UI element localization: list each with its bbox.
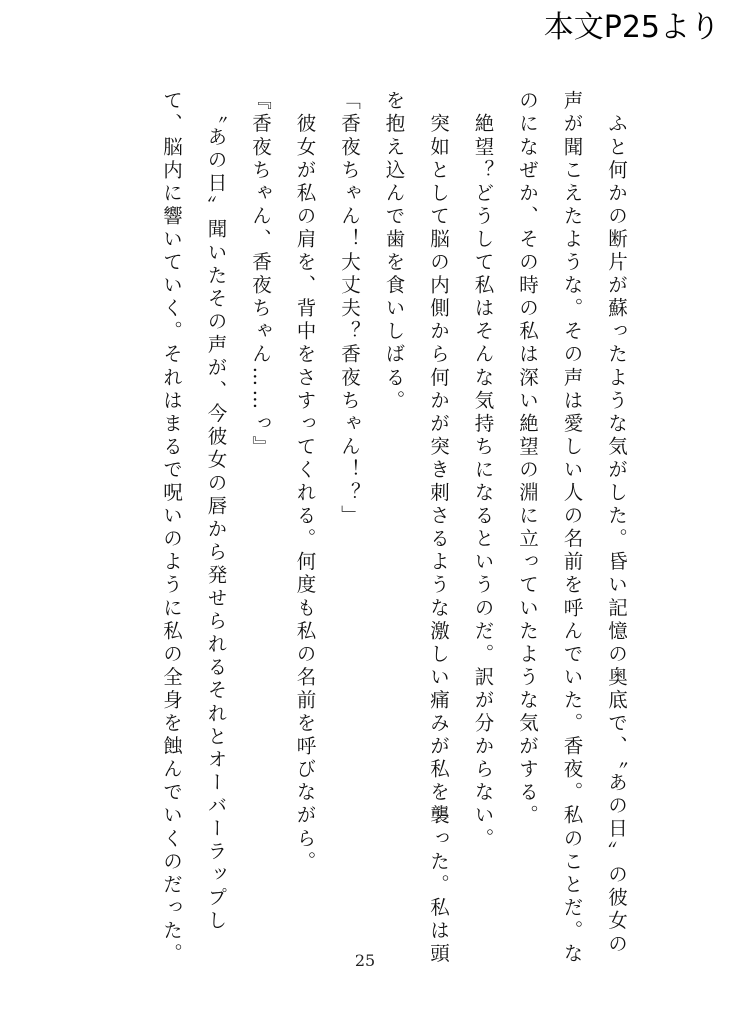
excerpt-page-label: 本文P25より <box>543 10 720 45</box>
paragraph: 〝あの日〟聞いたその声が、今彼女の唇から発せられるそれとオーバーラップして、脳内に響いていく。それはまるで呪いのように私の全身を蝕んでいくのだった。 <box>160 90 228 966</box>
paragraph: 突如として脳の内側から何かが突き刺さるような激しい痛みが私を襲った。私は頭を抱え込んで歯を食いしばる。 <box>382 90 450 966</box>
dialogue-line: 『香夜ちゃん、香夜ちゃん……っ』 <box>249 90 272 459</box>
novel-body-text <box>149 90 639 970</box>
paragraph: 絶望？どうして私はそんな気持ちになるというのだ。訳が分からない。 <box>471 90 495 851</box>
paragraph: 彼女が私の肩を、背中をさすってくれる。何度も私の名前を呼びながら。 <box>293 90 317 874</box>
paragraph: ふと何かの断片が蘇ったような気がした。昏い記憶の奥底で、〝あの日〟の彼女の声が聞こえたような。その声は愛しい人の名前を呼んでいた。香夜。私のことだ。なのになぜか、その時の私は深い絶望の淵に立っていたような気がする。 <box>516 90 628 966</box>
dialogue-line: 「香夜ちゃん！大丈夫？香夜ちゃん！？」 <box>338 90 361 528</box>
page-number: 25 <box>354 951 376 970</box>
